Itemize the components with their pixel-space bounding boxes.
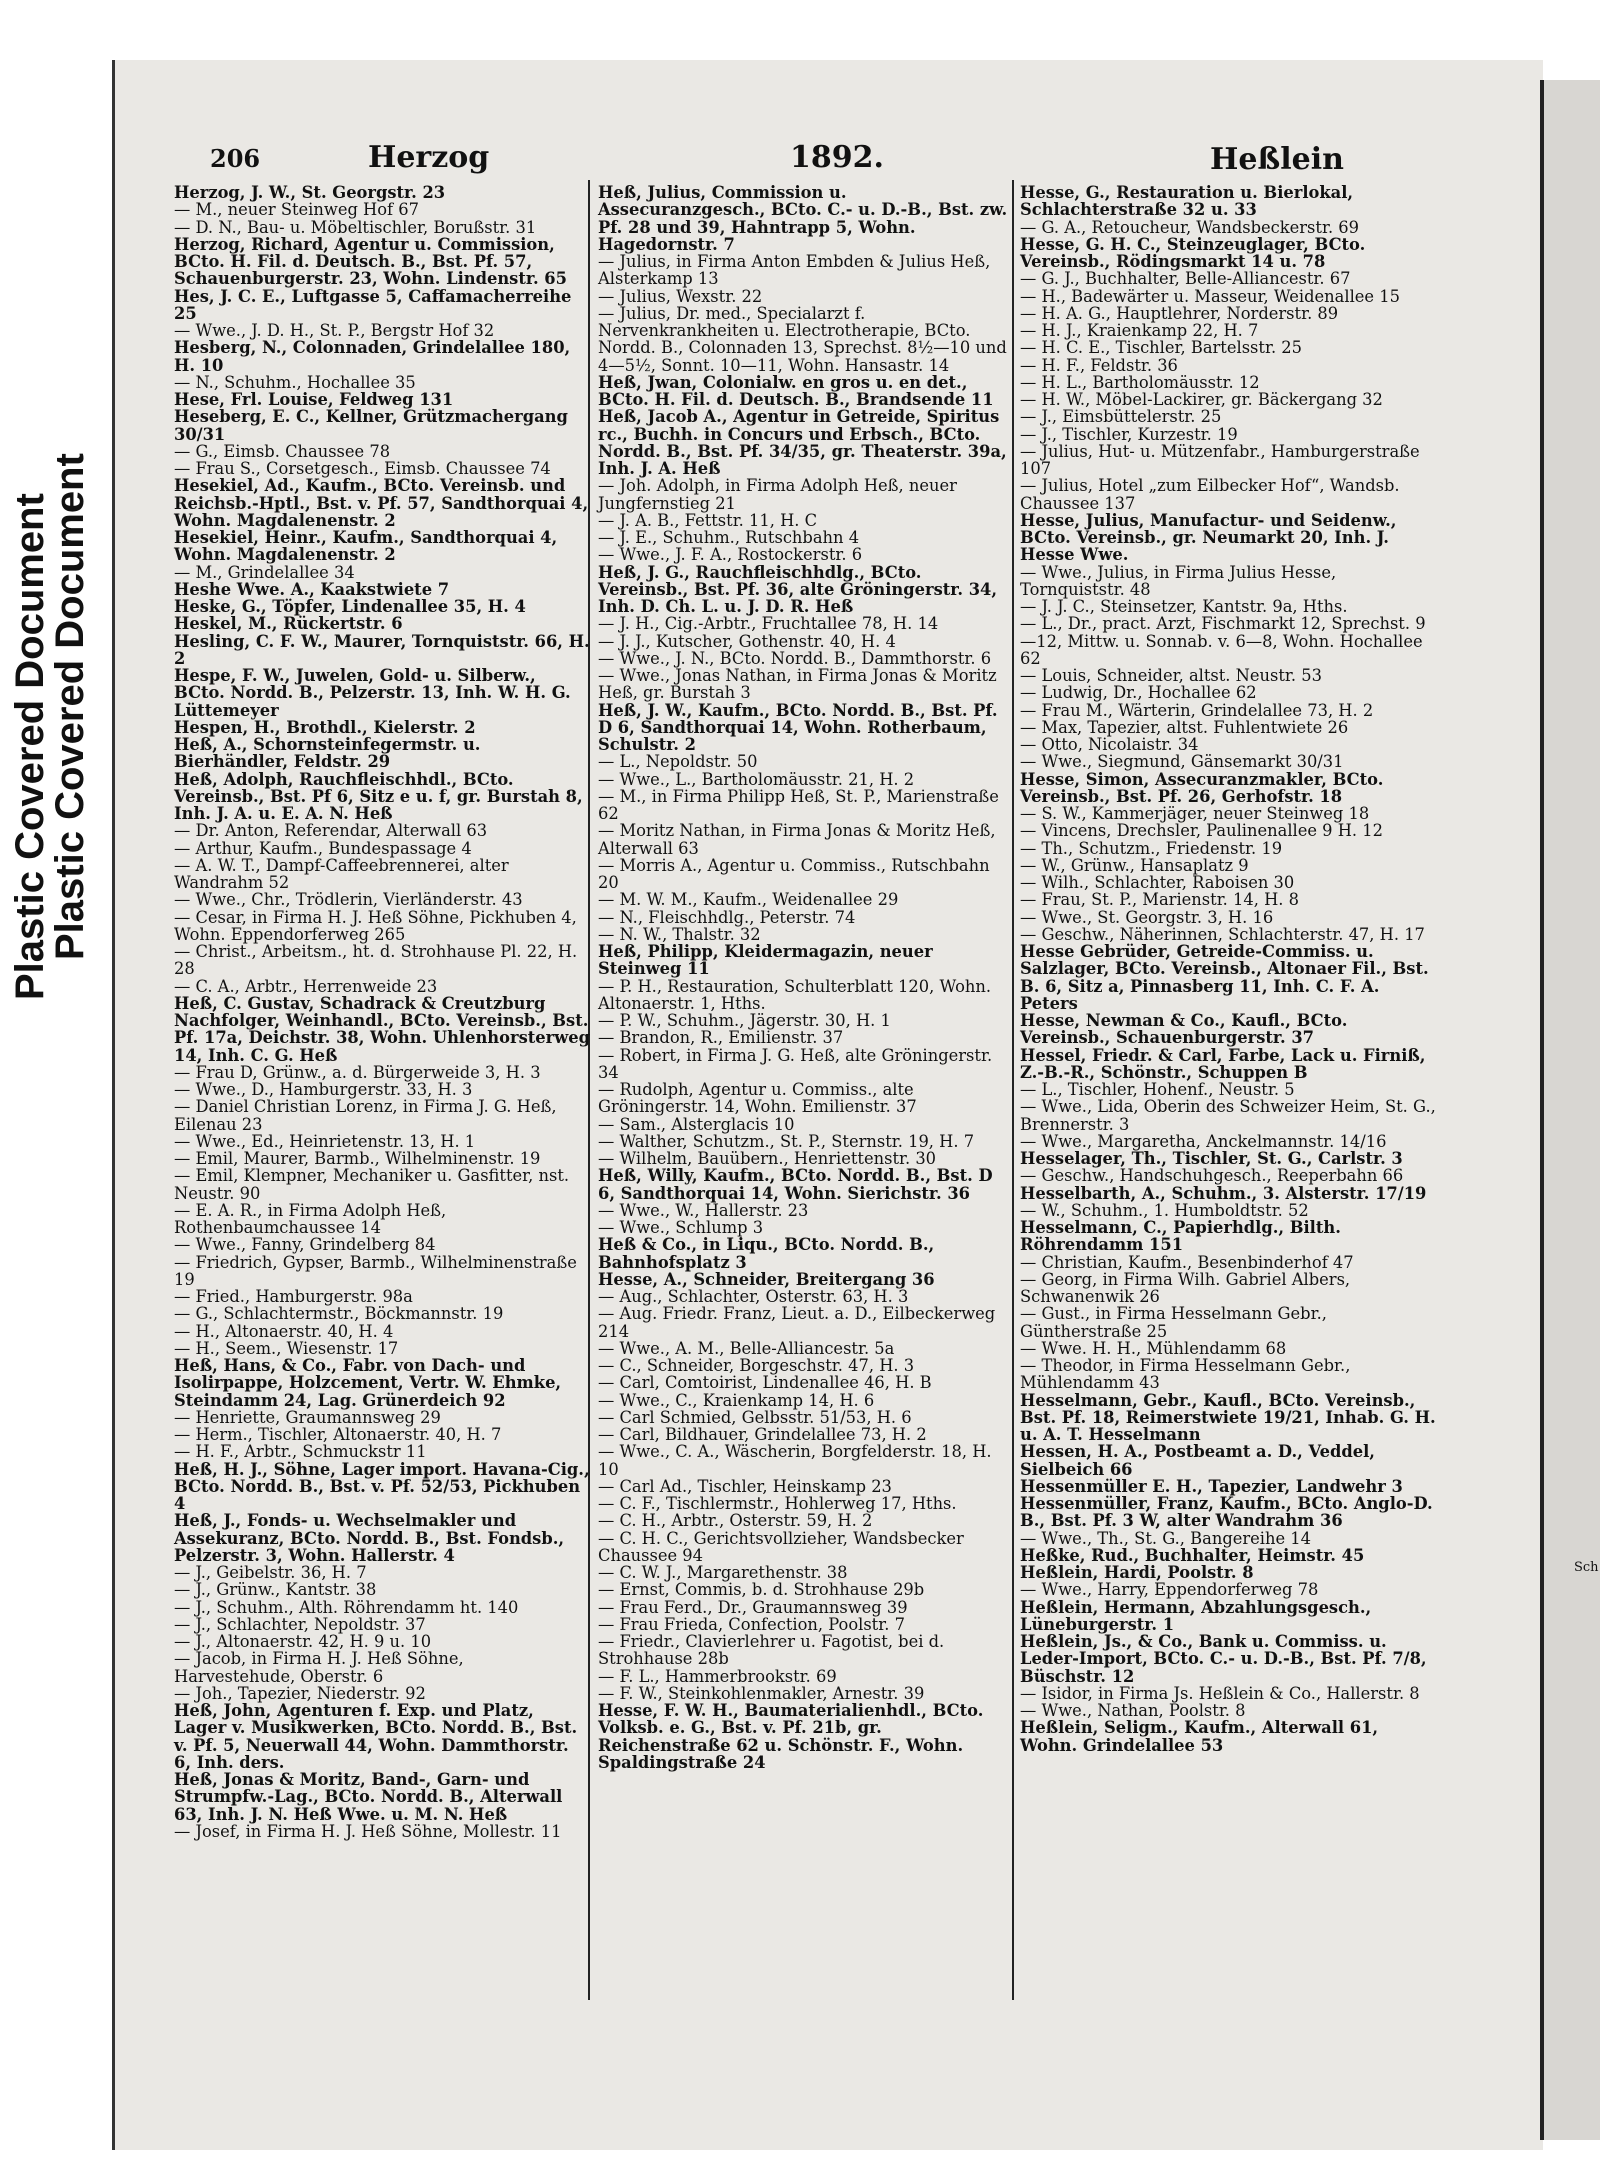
directory-entry: — J., Altonaerstr. 42, H. 9 u. 10 [174,1632,432,1651]
directory-entry: Hesse, G., Restauration u. Bierlokal, Schlachterstraße 32 u. 33 [1020,183,1354,220]
directory-column-2 [598,184,1014,1771]
directory-entry: — W., Schuhm., 1. Humboldtstr. 52 [1020,1200,1309,1220]
directory-entry: — Morris A., Agentur u. Commiss., Rutschbahn 20 [598,855,990,892]
directory-entry: — Wwe. H. H., Mühlendamm 68 [1020,1338,1287,1358]
directory-entry: — M., in Firma Philipp Heß, St. P., Marienstraße 62 [598,786,999,823]
directory-entry: — Geschw., Handschuhgesch., Reeperbahn 66 [1020,1166,1404,1186]
directory-entry: — Geschw., Näherinnen, Schlachterstr. 47, H. 17 [1020,924,1425,944]
directory-entry: — G. J., Buchhalter, Belle-Alliancestr. 67 [1020,269,1351,289]
directory-entry: — Gust., in Firma Hesselmann Gebr., Güntherstraße 25 [1020,1304,1327,1341]
plastic-cover-label-secondary: Plastic Covered Document [48,453,92,960]
directory-entry: — N., Schuhm., Hochallee 35 [174,372,416,392]
directory-entry: Hesselmann, C., Papierhdlg., Bilth. Röhrendamm 151 [1020,1218,1341,1255]
directory-entry: Hessenmüller, Franz, Kaufm., BCto. Anglo-D. B., Bst. Pf. 3 W, alter Wandrahm 36 [1020,1494,1433,1531]
directory-entry: Heßlein, Hardi, Poolstr. 8 [1020,1563,1254,1582]
directory-entry: Heß, J. W., Kaufm., BCto. Nordd. B., Bst. Pf. D 6, Sandthorquai 14, Wohn. Rotherbaum, Schulstr. 2 [598,700,998,754]
directory-entry: Heß, A., Schornsteinfegermstr. u. Bierhändler, Feldstr. 29 [174,735,481,772]
right-heading: Heßlein [1210,142,1344,177]
directory-entry: — Fried., Hamburgerstr. 98a [174,1287,413,1306]
directory-entry: Hesse Gebrüder, Getreide-Commiss. u. Salzlager, BCto. Vereinsb., Altonaer Fil., Bst. B. 6, Sitz a, Pinnasberg 11, Inh. C. F. A. Peters [1020,942,1429,1013]
directory-entry: Heskel, M., Rückertstr. 6 [174,614,403,634]
directory-entry: Heseberg, E. C., Kellner, Grützmachergang 30/31 [174,407,568,444]
directory-entry: — Julius, Wexstr. 22 [598,286,763,306]
directory-entry: — Christ., Arbeitsm., ht. d. Strohhause Pl. 22, H. 28 [174,942,578,979]
directory-entry: — Wwe., Siegmund, Gänsemarkt 30/31 [1020,752,1344,772]
directory-entry: — L., Nepoldstr. 50 [598,752,758,772]
directory-entry: — G., Schlachtermstr., Böckmannstr. 19 [174,1304,504,1324]
directory-entry: — Jacob, in Firma H. J. Heß Söhne, Harvestehude, Oberstr. 6 [174,1649,464,1686]
left-heading: Herzog [368,140,490,175]
directory-entry: Herzog, J. W., St. Georgstr. 23 [174,183,446,202]
directory-entry: — F. W., Steinkohlenmakler, Arnestr. 39 [598,1683,925,1703]
directory-entry: — H., Badewärter u. Masseur, Weidenallee 15 [1020,286,1400,306]
directory-entry: — Carl Ad., Tischler, Heinskamp 23 [598,1476,892,1496]
directory-entry: — Herm., Tischler, Altonaerstr. 40, H. 7 [174,1425,502,1444]
directory-entry: — Dr. Anton, Referendar, Alterwall 63 [174,821,488,841]
directory-entry: — Otto, Nicolaistr. 34 [1020,735,1199,754]
directory-entry: — Isidor, in Firma Js. Heßlein & Co., Hallerstr. 8 [1020,1683,1420,1703]
directory-entry: Hesberg, N., Colonnaden, Grindelallee 180, H. 10 [174,338,571,375]
directory-entry: Heßlein, Js., & Co., Bank u. Commiss. u. Leder-Import, BCto. C.- u. D.-B., Bst. Pf. 7/8, Büschstr. 12 [1020,1632,1427,1686]
year-heading: 1892. [790,140,884,175]
directory-entry: Heß, Willy, Kaufm., BCto. Nordd. B., Bst. D 6, Sandthorquai 14, Wohn. Sierichstr. 36 [598,1166,993,1203]
directory-entry: — J., Grünw., Kantstr. 38 [174,1580,377,1600]
directory-entry: — C., Schneider, Borgeschstr. 47, H. 3 [598,1356,915,1375]
directory-entry: — Sam., Alsterglacis 10 [598,1114,795,1134]
directory-column-1 [174,184,590,1840]
directory-entry: Hessel, Friedr. & Carl, Farbe, Lack u. Firniß, Z.-B.-R., Schönstr., Schuppen B [1020,1045,1426,1082]
directory-entry: — Henriette, Graumannsweg 29 [174,1407,441,1427]
directory-entry: Hespe, F. W., Juwelen, Gold- u. Silberw., BCto. Nordd. B., Pelzerstr. 13, Inh. W. H. G. Lüttemeyer [174,666,571,720]
directory-entry: — N., Fleischhdlg., Peterstr. 74 [598,907,856,927]
directory-entry: — Wwe., Th., St. G., Bangereihe 14 [1020,1528,1312,1548]
directory-entry: — Cesar, in Firma H. J. Heß Söhne, Pickhuben 4, Wohn. Eppendorferweg 265 [174,907,577,944]
directory-entry: — H. J., Kraienkamp 22, H. 7 [1020,321,1259,340]
directory-entry: Heß, John, Agenturen f. Exp. und Platz, Lager v. Musikwerken, BCto. Nordd. B., Bst. v. Pf. 5, Neuerwall 44, Wohn. Dammthorstr. 6, Inh. ders. [174,1701,578,1772]
directory-entry: Heß, C. Gustav, Schadrack & Creutzburg Nachfolger, Weinhandl., BCto. Vereinsb., Bst. Pf. 17a, Deichstr. 38, Wohn. Uhlenhorsterweg 14, Inh. C. G. Heß [174,993,590,1065]
directory-entry: — C. F., Tischlermstr., Hohlerweg 17, Hths. [598,1494,957,1513]
directory-entry: — H. F., Arbtr., Schmuckstr 11 [174,1442,427,1462]
directory-entry: — H. F., Feldstr. 36 [1020,355,1178,375]
directory-entry: — Wwe., A. M., Belle-Alliancestr. 5a [598,1338,895,1358]
directory-entry: — Daniel Christian Lorenz, in Firma J. G. Heß, Eilenau 23 [174,1097,557,1134]
directory-entry: Hesse, A., Schneider, Breitergang 36 [598,1269,935,1289]
directory-entry: — Wwe., Jonas Nathan, in Firma Jonas & Moritz Heß, gr. Burstah 3 [598,666,997,703]
directory-entry: — Moritz Nathan, in Firma Jonas & Moritz Heß, Alterwall 63 [598,821,996,858]
directory-entry: Hessen, H. A., Postbeamt a. D., Veddel, Sielbeich 66 [1020,1442,1375,1479]
directory-entry: Heß, Julius, Commission u. Assecuranzgesch., BCto. C.- u. D.-B., Bst. zw. Pf. 28 und 39, Hahntrapp 5, Wohn. Hagedornstr. 7 [598,183,1008,254]
directory-entry: Hesekiel, Ad., Kaufm., BCto. Vereinsb. und Reichsb.-Hptl., Bst. v. Pf. 57, Sandthorquai 4, Wohn. Magdalenenstr. 2 [174,476,589,530]
directory-entry: — H. W., Möbel-Lackirer, gr. Bäckergang 32 [1020,390,1383,409]
directory-entry: — A. W. T., Dampf-Caffeebrennerei, alter Wandrahm 52 [174,855,509,892]
directory-entry: — Wilh., Schlachter, Raboisen 30 [1020,873,1295,892]
page-number: 206 [210,144,261,173]
directory-entry: — Wilhelm, Bauübern., Henriettenstr. 30 [598,1149,937,1168]
directory-entry: — G., Eimsb. Chaussee 78 [174,441,391,461]
directory-entry: — Theodor, in Firma Hesselmann Gebr., Mühlendamm 43 [1020,1356,1351,1393]
directory-entry: — Carl, Bildhauer, Grindelallee 73, H. 2 [598,1425,927,1444]
directory-entry: Herzog, Richard, Agentur u. Commission, BCto. H. Fil. d. Deutsch. B., Bst. Pf. 57, Schauenburgerstr. 23, Wohn. Lindenstr. 65 [174,234,567,289]
directory-column-3 [1020,184,1436,1754]
directory-entry: — J. H., Cig.-Arbtr., Fruchtallee 78, H. 14 [598,614,939,634]
directory-entry: — L., Dr., pract. Arzt, Fischmarkt 12, Sprechst. 9—12, Mittw. u. Sonnab. v. 6—8, Wohn. Hochallee 62 [1020,614,1426,668]
directory-entry: — Frau, St. P., Marienstr. 14, H. 8 [1020,890,1300,910]
directory-entry: — Wwe., Nathan, Poolstr. 8 [1020,1701,1246,1720]
directory-entry: — Julius, Hut- u. Mützenfabr., Hamburgerstraße 107 [1020,441,1420,478]
directory-entry: — M. W. M., Kaufm., Weidenallee 29 [598,890,899,910]
directory-entry: Hespen, H., Brothdl., Kielerstr. 2 [174,717,476,737]
directory-entry: — Wwe., Margaretha, Anckelmannstr. 14/16 [1020,1131,1387,1151]
directory-entry: Heß & Co., in Liqu., BCto. Nordd. B., Bahnhofsplatz 3 [598,1235,935,1272]
directory-entry: Hesselager, Th., Tischler, St. G., Carlstr. 3 [1020,1149,1403,1168]
directory-entry: — P. H., Restauration, Schulterblatt 120, Wohn. Altonaerstr. 1, Hths. [598,976,992,1013]
directory-entry: — C. H., Arbtr., Osterstr. 59, H. 2 [598,1511,873,1531]
directory-entry: Hesse, Newman & Co., Kaufl., BCto. Vereinsb., Schauenburgerstr. 37 [1020,1011,1348,1048]
directory-entry: — Wwe., Schlump 3 [598,1218,764,1237]
directory-entry: — Emil, Klempner, Mechaniker u. Gasfitter, nst. Neustr. 90 [174,1166,570,1203]
directory-entry: — J. J., Kutscher, Gothenstr. 40, H. 4 [598,631,896,651]
directory-entry: — Max, Tapezier, altst. Fuhlentwiete 26 [1020,717,1349,737]
directory-entry: — Christian, Kaufm., Besenbinderhof 47 [1020,1252,1354,1272]
directory-entry: — Julius, in Firma Anton Embden & Julius Heß, Alsterkamp 13 [598,252,991,289]
directory-entry: — Julius, Dr. med., Specialarzt f. Nervenkrankheiten u. Electrotherapie, BCto. Nordd. B., Colonnaden 13, Sprechst. 8½—10 und 4—5½, Sonnt. 10—11, Wohn. Hansastr. 14 [598,303,1007,375]
directory-entry: — Friedr., Clavierlehrer u. Fagotist, bei d. Strohhause 28b [598,1632,945,1669]
plastic-cover-label: Plastic Covered Document [8,493,52,1000]
directory-entry: — Wwe., C. A., Wäscherin, Borgfelderstr. 18, H. 10 [598,1442,992,1479]
directory-entry: Hese, Frl. Louise, Feldweg 131 [174,390,454,409]
directory-entry: Hesselmann, Gebr., Kaufl., BCto. Vereinsb., Bst. Pf. 18, Reimerstwiete 19/21, Inhab. G. H. u. A. T. Hesselmann [1020,1390,1436,1444]
directory-entry: Heßlein, Seligm., Kaufm., Alterwall 61, Wohn. Grindelallee 53 [1020,1718,1379,1755]
directory-entry: — Frau S., Corsetgesch., Eimsb. Chaussee 74 [174,459,551,478]
directory-entry: — H. A. G., Hauptlehrer, Norderstr. 89 [1020,303,1339,323]
directory-entry: — J. J. C., Steinsetzer, Kantstr. 9a, Hths. [1020,597,1348,616]
directory-entry: — Walther, Schutzm., St. P., Sternstr. 19, H. 7 [598,1131,975,1151]
directory-entry: — Emil, Maurer, Barmb., Wilhelminenstr. 19 [174,1149,541,1168]
directory-entry: Hesling, C. F. W., Maurer, Tornquiststr. 66, H. 2 [174,631,590,668]
directory-entry: — C. H. C., Gerichtsvollzieher, Wandsbecker Chaussee 94 [598,1528,964,1565]
directory-entry: Heß, Jwan, Colonialw. en gros u. en det., BCto. H. Fil. d. Deutsch. B., Brandsende 11 [598,372,994,409]
directory-entry: — Wwe., J. D. H., St. P., Bergstr Hof 32 [174,321,495,340]
directory-entry: — Ernst, Commis, b. d. Strohhause 29b [598,1580,925,1600]
directory-entry: Heß, Jacob A., Agentur in Getreide, Spiritus rc., Buchh. in Concurs und Erbsch., BCto. Nordd. B., Bst. Pf. 34/35, gr. Theaterstr. 39a, Inh. J. A. Heß [598,407,1007,478]
directory-entry: — Joh. Adolph, in Firma Adolph Heß, neuer Jungfernstieg 21 [598,476,957,513]
directory-entry: — N. W., Thalstr. 32 [598,924,761,944]
directory-entry: Heske, G., Töpfer, Lindenallee 35, H. 4 [174,597,526,616]
directory-entry: — Wwe., Lida, Oberin des Schweizer Heim, St. G., Brennerstr. 3 [1020,1097,1436,1134]
directory-entry: Hesse, F. W. H., Baumaterialienhdl., BCto. Volksb. e. G., Bst. v. Pf. 21b, gr. Reichenstraße 62 u. Schönstr. F., Wohn. Spaldingstraße 24 [598,1701,984,1772]
directory-entry: — Georg, in Firma Wilh. Gabriel Albers, Schwanenwik 26 [1020,1269,1351,1306]
directory-entry: — Wwe., D., Hamburgerstr. 33, H. 3 [174,1080,473,1099]
directory-entry: — Wwe., St. Georgstr. 3, H. 16 [1020,907,1274,927]
directory-entry: — Carl, Comtoirist, Lindenallee 46, H. B [598,1373,932,1393]
directory-entry: — Rudolph, Agentur u. Commiss., alte Gröningerstr. 14, Wohn. Emilienstr. 37 [598,1080,917,1117]
directory-entry: Heß, J., Fonds- u. Wechselmakler und Assekuranz, BCto. Nordd. B., Bst. Fondsb., Pelzerstr. 3, Wohn. Hallerstr. 4 [174,1511,565,1565]
directory-entry: — Vincens, Drechsler, Paulinenallee 9 H. 12 [1020,821,1383,841]
directory-entry: — H., Seem., Wiesenstr. 17 [174,1338,399,1358]
directory-entry: — Frau D, Grünw., a. d. Bürgerweide 3, H. 3 [174,1062,541,1082]
directory-entry: — Joh., Tapezier, Niederstr. 92 [174,1683,426,1703]
directory-entry: Heß, H. J., Söhne, Lager import. Havana-Cig., BCto. Nordd. B., Bst. v. Pf. 52/53, Pickhuben 4 [174,1459,590,1513]
directory-entry: — J., Geibelstr. 36, H. 7 [174,1563,367,1582]
directory-entry: — H. C. E., Tischler, Bartelsstr. 25 [1020,338,1303,358]
directory-entry: Hesse, Julius, Manufactur- und Seidenw., BCto. Vereinsb., gr. Neumarkt 20, Inh. J. Hesse Wwe. [1020,510,1397,565]
directory-entry: Heßke, Rud., Buchhalter, Heimstr. 45 [1020,1545,1365,1565]
directory-entry: Hesse, G. H. C., Steinzeuglager, BCto. Vereinsb., Rödingsmarkt 14 u. 78 [1020,234,1366,271]
directory-entry: — Carl Schmied, Gelbsstr. 51/53, H. 6 [598,1407,912,1427]
directory-entry: — Josef, in Firma H. J. Heß Söhne, Mollestr. 11 [174,1821,562,1841]
directory-entry: Heß, Philipp, Kleidermagazin, neuer Steinweg 11 [598,942,933,979]
page-header [130,140,1530,186]
directory-entry: — J., Schuhm., Alth. Röhrendamm ht. 140 [174,1597,519,1617]
directory-entry: — Wwe., Chr., Trödlerin, Vierländerstr. 43 [174,890,523,910]
directory-entry: Hesekiel, Heinr., Kaufm., Sandthorquai 4, Wohn. Magdalenenstr. 2 [174,528,558,565]
directory-entry: — J. A. B., Fettstr. 11, H. C [598,510,818,530]
directory-entry: — S. W., Kammerjäger, neuer Steinweg 18 [1020,804,1370,823]
directory-entry: — F. L., Hammerbrookstr. 69 [598,1666,837,1686]
directory-entry: — W., Grünw., Hansaplatz 9 [1020,855,1249,875]
directory-entry: — H. L., Bartholomäusstr. 12 [1020,372,1260,392]
directory-entry: — Frau Frieda, Confection, Poolstr. 7 [598,1614,905,1634]
directory-entry: — Brandon, R., Emilienstr. 37 [598,1028,844,1048]
directory-entry: Heßlein, Hermann, Abzahlungsgesch., Lüneburgerstr. 1 [1020,1597,1372,1634]
directory-entry: — Arthur, Kaufm., Bundespassage 4 [174,838,472,858]
directory-entry: Heß, Adolph, Rauchfleischhdl., BCto. Vereinsb., Bst. Pf 6, Sitz e u. f, gr. Burstah 8, Inh. J. A. u. E. A. N. Heß [174,769,583,823]
directory-entry: — P. W., Schuhm., Jägerstr. 30, H. 1 [598,1011,891,1030]
directory-entry: — C. A., Arbtr., Herrenweide 23 [174,976,438,996]
directory-entry: — L., Tischler, Hohenf., Neustr. 5 [1020,1080,1295,1099]
directory-entry: — C. W. J., Margarethenstr. 38 [598,1563,848,1582]
facing-page-text: Sch [1574,1560,1599,1575]
directory-entry: — Louis, Schneider, altst. Neustr. 53 [1020,666,1322,685]
directory-entry: — H., Altonaerstr. 40, H. 4 [174,1321,394,1341]
directory-entry: Heß, Hans, & Co., Fabr. von Dach- und Isolirpappe, Holzcement, Vertr. W. Ehmke, Steindamm 24, Lag. Grünerdeich 92 [174,1356,562,1410]
directory-entry: — Julius, Hotel „zum Eilbecker Hof“, Wandsb. Chaussee 137 [1020,476,1400,513]
directory-entry: Heß, Jonas & Moritz, Band-, Garn- und Strumpfw.-Lag., BCto. Nordd. B., Alterwall 63, Inh. J. N. Heß Wwe. u. M. N. Heß [174,1770,563,1824]
directory-entry: — J., Eimsbüttelerstr. 25 [1020,407,1222,427]
directory-entry: — Wwe., W., Hallerstr. 23 [598,1200,809,1220]
facing-page-edge [1540,80,1600,2140]
directory-entry: — Ludwig, Dr., Hochallee 62 [1020,683,1257,703]
directory-entry: — Robert, in Firma J. G. Heß, alte Gröningerstr. 34 [598,1045,993,1082]
directory-entry: Heß, J. G., Rauchfleischhdlg., BCto. Vereinsb., Bst. Pf. 36, alte Gröningerstr. 34, Inh. D. Ch. L. u. J. D. R. Heß [598,562,998,616]
directory-entry: — J., Schlachter, Nepoldstr. 37 [174,1614,426,1634]
directory-entry: — Wwe., L., Bartholomäusstr. 21, H. 2 [598,769,915,789]
directory-entry: — Wwe., Ed., Heinrietenstr. 13, H. 1 [174,1131,476,1151]
directory-entry: — Frau M., Wärterin, Grindelallee 73, H. 2 [1020,700,1374,720]
directory-entry: — Wwe., Fanny, Grindelberg 84 [174,1235,436,1255]
directory-entry: — E. A. R., in Firma Adolph Heß, Rothenbaumchaussee 14 [174,1200,447,1237]
directory-entry: — M., Grindelallee 34 [174,562,355,582]
directory-entry: — Aug., Schlachter, Osterstr. 63, H. 3 [598,1287,909,1306]
directory-entry: Hessenmüller E. H., Tapezier, Landwehr 3 [1020,1476,1403,1496]
directory-entry: — Wwe., J. F. A., Rostockerstr. 6 [598,545,863,565]
directory-entry: — Th., Schutzm., Friedenstr. 19 [1020,838,1283,858]
directory-entry: Hesse, Simon, Assecuranzmakler, BCto. Vereinsb., Bst. Pf. 26, Gerhofstr. 18 [1020,769,1384,806]
directory-entry: — Wwe., Julius, in Firma Julius Hesse, Tornquiststr. 48 [1020,562,1337,599]
directory-entry: Heshe Wwe. A., Kaakstwiete 7 [174,579,450,599]
directory-entry: — Frau Ferd., Dr., Graumannsweg 39 [598,1597,908,1617]
directory-entry: — J. E., Schuhm., Rutschbahn 4 [598,528,860,547]
plastic-cover-sidebar [0,0,110,2177]
directory-entry: — D. N., Bau- u. Möbeltischler, Borußstr. 31 [174,217,537,237]
directory-entry: — Friedrich, Gypser, Barmb., Wilhelminenstraße 19 [174,1252,577,1289]
directory-entry: — Wwe., J. N., BCto. Nordd. B., Dammthorstr. 6 [598,648,992,668]
directory-entry: — G. A., Retoucheur, Wandsbeckerstr. 69 [1020,217,1360,237]
directory-entry: — Wwe., Harry, Eppendorferweg 78 [1020,1580,1319,1600]
directory-entry: — M., neuer Steinweg Hof 67 [174,200,419,220]
directory-entry: Hesselbarth, A., Schuhm., 3. Alsterstr. 17/19 [1020,1183,1427,1203]
directory-entry: — Aug. Friedr. Franz, Lieut. a. D., Eilbeckerweg 214 [598,1304,996,1341]
directory-entry: — Wwe., C., Kraienkamp 14, H. 6 [598,1390,875,1410]
directory-entry: Hes, J. C. E., Luftgasse 5, Caffamacherreihe 25 [174,286,572,323]
directory-entry: — J., Tischler, Kurzestr. 19 [1020,424,1238,444]
